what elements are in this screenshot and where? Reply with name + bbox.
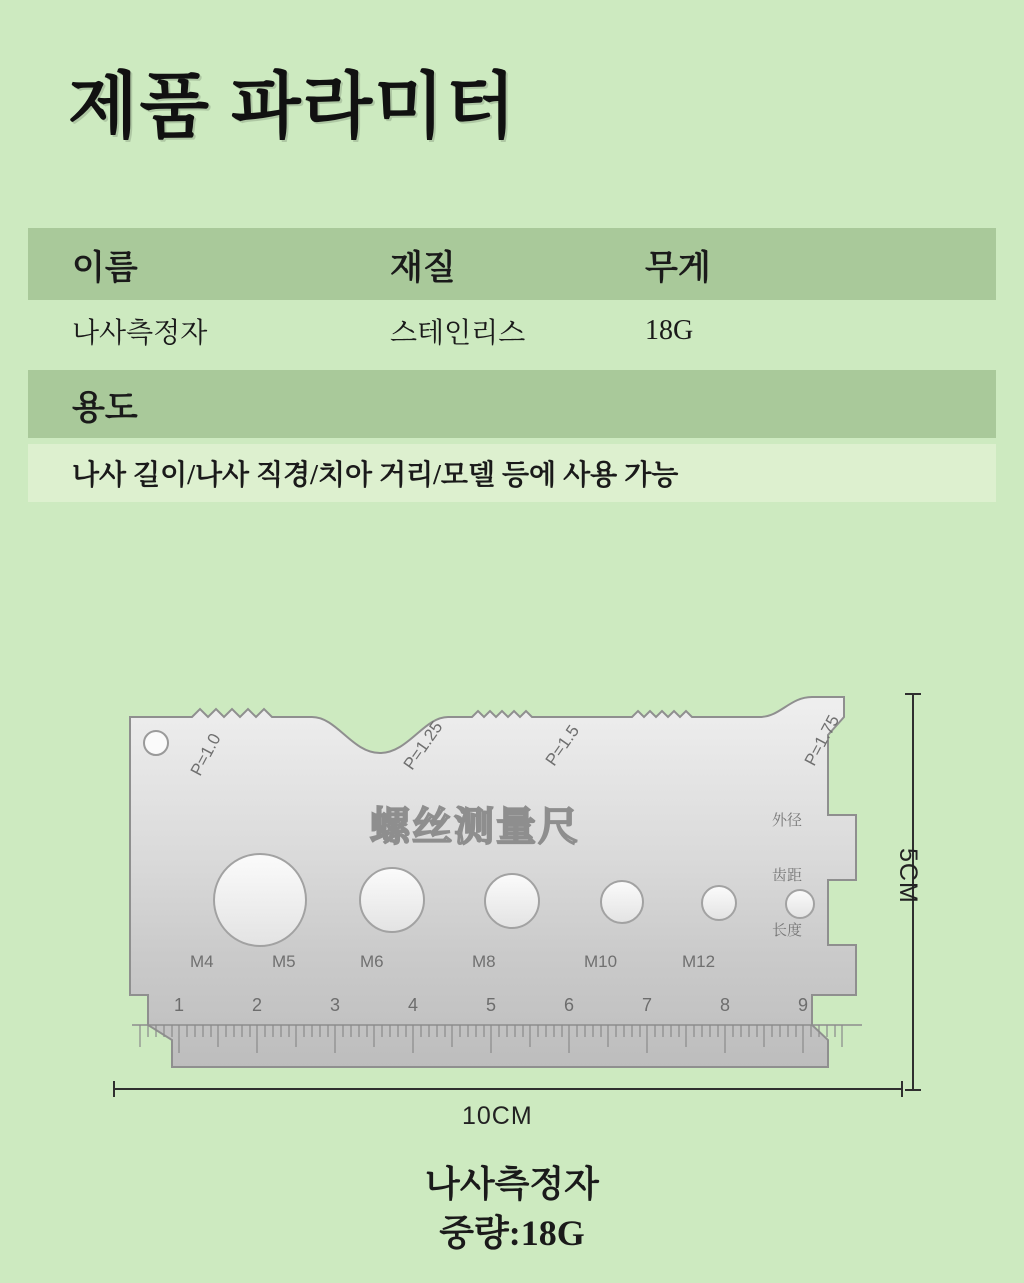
screw-gauge-illustration (112, 695, 902, 1095)
hole-m6 (360, 868, 424, 932)
spec-header-name: 이름 (72, 249, 138, 287)
ruler-number-4: 4 (408, 995, 419, 1015)
ruler-number-7: 7 (642, 995, 653, 1015)
pitch-label-4: P=1.75 (800, 711, 844, 769)
product-figure (0, 640, 1024, 1160)
caption-product-weight: 중량:18G (439, 1212, 585, 1253)
hanging-hole (144, 731, 168, 755)
spec-value-material: 스테인리스 (390, 318, 526, 349)
ruler-number-5: 5 (486, 995, 497, 1015)
pitch-label-2: P=1.25 (399, 717, 447, 774)
spec-header-weight: 무게 (645, 249, 711, 287)
hole-label-m6: M6 (360, 952, 384, 971)
engraved-brand-text: 螺丝测量尺 (370, 804, 580, 849)
spec-table (28, 228, 996, 502)
hole-label-m5: M5 (272, 952, 296, 971)
side-label-length: 长度 (772, 922, 803, 939)
usage-header-label: 용도 (72, 389, 138, 427)
spec-value-name: 나사측정자 (72, 318, 208, 349)
caption-product-name: 나사측정자 (425, 1164, 599, 1204)
ruler-number-3: 3 (330, 995, 341, 1015)
page-title: 제품 파라미터 (68, 67, 518, 147)
width-dimension-label: 10CM (462, 1102, 533, 1130)
ruler-number-1: 1 (174, 995, 185, 1015)
product-caption (0, 1160, 1024, 1257)
height-dimension-label: 5CM (894, 848, 922, 904)
side-label-outer-diameter: 外径 (772, 812, 803, 829)
hole-label-m8: M8 (472, 952, 496, 971)
hole-m4-m5 (214, 854, 306, 946)
spec-value-row (28, 300, 996, 362)
ruler-number-9: 9 (798, 995, 809, 1015)
hole-m8 (485, 874, 539, 928)
spec-header-row (28, 228, 996, 300)
hole-extra (786, 890, 814, 918)
ruler-number-2: 2 (252, 995, 263, 1015)
hole-m10 (601, 881, 643, 923)
screw-gauge-svg (112, 695, 902, 1095)
hole-label-m12: M12 (682, 952, 716, 971)
ruler-number-8: 8 (720, 995, 731, 1015)
pitch-label-3: P=1.5 (541, 721, 584, 770)
hole-label-m4: M4 (190, 952, 214, 971)
width-dimension-line (113, 1088, 903, 1090)
pitch-label-1: P=1.0 (186, 730, 225, 779)
hole-m12 (702, 886, 736, 920)
usage-header-row (28, 370, 996, 438)
spec-header-material: 재질 (390, 249, 456, 287)
hole-label-m10: M10 (584, 952, 618, 971)
usage-value-row (28, 444, 996, 502)
usage-description: 나사 길이/나사 직경/치아 거리/모델 등에 사용 가능 (72, 460, 679, 491)
side-label-pitch: 齿距 (772, 867, 803, 884)
ruler-number-6: 6 (564, 995, 575, 1015)
spec-value-weight: 18G (645, 315, 694, 346)
